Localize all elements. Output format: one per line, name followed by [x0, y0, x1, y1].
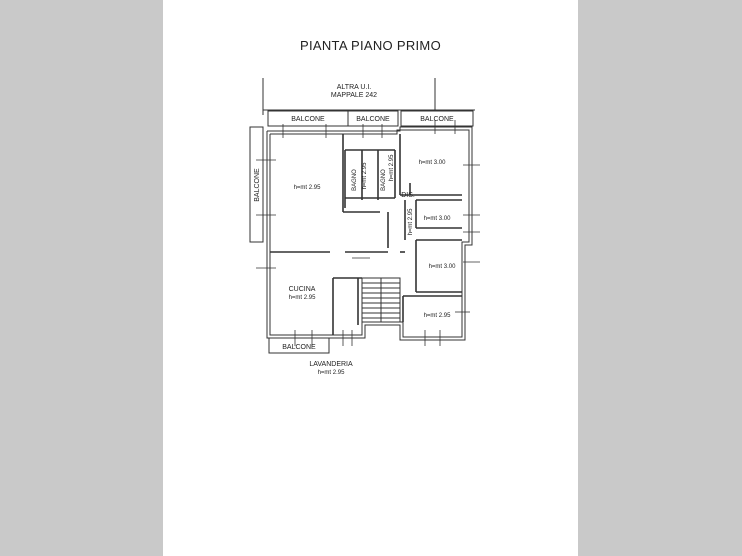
kitchen-height: h=mt 2.95 — [288, 295, 316, 301]
bedroom1-height: h=mt 3.00 — [418, 160, 446, 166]
balcony-label-top-mid: BALCONE — [356, 116, 390, 123]
bath1-height: h=mt 2.95 — [362, 162, 368, 190]
bedroom2-height: h=mt 3.00 — [423, 216, 451, 222]
staircase — [362, 278, 400, 322]
neighbor-label-2: MAPPALE 242 — [330, 92, 378, 99]
bath2-height: h=mt 2.95 — [389, 154, 395, 182]
balcony-label-bottom: BALCONE — [282, 344, 316, 351]
balcony-label-top-left: BALCONE — [291, 116, 325, 123]
balcony-label-left: BALCONE — [254, 168, 261, 202]
hallway-height: h=mt 2.95 — [408, 208, 414, 236]
neighbor-label-1: ALTRA U.I. — [336, 84, 372, 91]
kitchen-name: CUCINA — [288, 286, 316, 293]
laundry-name: LAVANDERIA — [309, 361, 353, 368]
bedroom3-height: h=mt 3.00 — [428, 264, 456, 270]
bath1-name: BAGNO — [352, 169, 358, 191]
bath2-name: BAGNO — [381, 169, 387, 191]
hallway-name: DIS. — [401, 192, 415, 199]
living-room-height: h=mt 2.95 — [293, 185, 321, 191]
balcony-label-top-right: BALCONE — [420, 116, 454, 123]
plan-title: PIANTA PIANO PRIMO — [300, 38, 441, 53]
laundry-height: h=mt 2.95 — [317, 370, 345, 376]
room-se-height: h=mt 2.95 — [423, 313, 451, 319]
